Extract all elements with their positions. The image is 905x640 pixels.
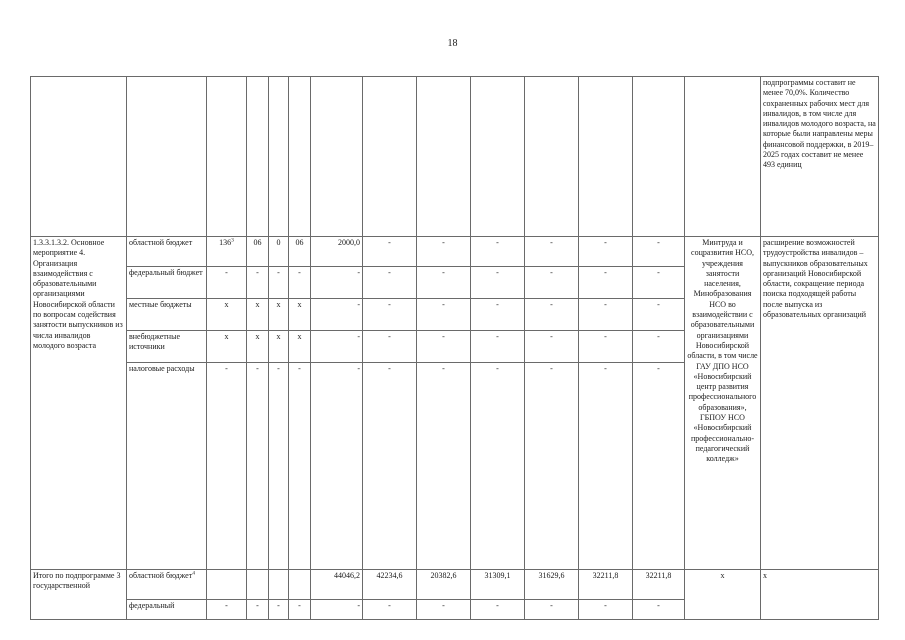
- year-value: -: [311, 363, 363, 570]
- funding-source: внебюджетные источники: [127, 331, 207, 363]
- rz-code: [247, 570, 269, 600]
- vr-code: 06: [289, 237, 311, 267]
- year-value: 20382,6: [417, 570, 471, 600]
- rz-code: -: [247, 600, 269, 620]
- year-value: -: [471, 331, 525, 363]
- footnote-mark: 4: [192, 570, 195, 577]
- year-value: -: [579, 267, 633, 299]
- funding-source: налоговые расходы: [127, 363, 207, 570]
- year-value: -: [633, 299, 685, 331]
- vr-code: [289, 570, 311, 600]
- funding-source: федеральный: [127, 600, 207, 620]
- year-value: 32211,8: [633, 570, 685, 600]
- year-value: -: [579, 299, 633, 331]
- year-value: -: [579, 363, 633, 570]
- continuation-row: [31, 77, 879, 237]
- rz-code: x: [247, 331, 269, 363]
- year-value: -: [311, 267, 363, 299]
- year-value: 44046,2: [311, 570, 363, 600]
- activity-result: расширение возможностей трудоустройства инвалидов – выпускников образовательных организаций Новосибирской области, сокращение периода поиска подходящей работы после выпуска из образовательных организаций: [761, 237, 879, 570]
- grbs-code: x: [207, 299, 247, 331]
- year-value: -: [579, 331, 633, 363]
- year-value: -: [363, 299, 417, 331]
- year-value: -: [417, 299, 471, 331]
- year-value: -: [417, 267, 471, 299]
- pr-code: x: [269, 331, 289, 363]
- year-value: 32211,8: [579, 570, 633, 600]
- rz-code: x: [247, 299, 269, 331]
- funding-source: областной бюджет$^4$: [127, 570, 207, 600]
- total-executor: x: [685, 570, 761, 620]
- year-value: -: [525, 299, 579, 331]
- year-value: -: [633, 600, 685, 620]
- year-value: -: [471, 600, 525, 620]
- year-value: -: [525, 331, 579, 363]
- year-value: -: [633, 267, 685, 299]
- year-value: -: [633, 331, 685, 363]
- year-value: 31309,1: [471, 570, 525, 600]
- year-value: -: [579, 600, 633, 620]
- rz-code: -: [247, 363, 269, 570]
- year-value: -: [471, 363, 525, 570]
- indicator-cell: подпрограммы составит не менее 70,0%. Количество сохраненных рабочих мест для инвалидов, в том числе для инвалидов молодого возраста, на которые были направлены меры финансовой поддержки, в 2019–2025 годах составит не менее 493 единиц: [761, 77, 879, 237]
- rz-code: 06: [247, 237, 269, 267]
- total-name: Итого по подпрограмме 3 государственной: [31, 570, 127, 620]
- funding-source: областной бюджет: [127, 237, 207, 267]
- year-value: -: [633, 237, 685, 267]
- total-result: x: [761, 570, 879, 620]
- year-value: -: [311, 299, 363, 331]
- total-block: [31, 570, 879, 620]
- vr-code: x: [289, 331, 311, 363]
- year-value: -: [363, 331, 417, 363]
- page-number: 18: [447, 38, 458, 49]
- total-funding-row: [31, 570, 879, 600]
- year-value: -: [471, 267, 525, 299]
- activity-name: 1.3.3.1.3.2. Основное мероприятие 4. Организация взаимодействия с образовательными организациями Новосибирской области по вопросам содействия занятости выпускников из числа инвалидов молодого возраста: [31, 237, 127, 570]
- grbs-code: -: [207, 363, 247, 570]
- footnote-mark: 3: [231, 237, 234, 244]
- year-value: -: [363, 267, 417, 299]
- year-value: 2000,0: [311, 237, 363, 267]
- year-value: -: [417, 600, 471, 620]
- year-value: -: [525, 237, 579, 267]
- grbs-code: $136^3$: [207, 237, 247, 267]
- year-value: -: [525, 600, 579, 620]
- vr-code: -: [289, 267, 311, 299]
- year-value: -: [417, 363, 471, 570]
- funding-source: местные бюджеты: [127, 299, 207, 331]
- year-value: -: [311, 331, 363, 363]
- subprogram-activities-table: [30, 76, 879, 620]
- year-value: -: [363, 237, 417, 267]
- pr-code: x: [269, 299, 289, 331]
- pr-code: [269, 570, 289, 600]
- vr-code: x: [289, 299, 311, 331]
- activity-block: [31, 237, 879, 570]
- year-value: -: [417, 331, 471, 363]
- year-value: -: [363, 363, 417, 570]
- year-value: -: [363, 600, 417, 620]
- vr-code: -: [289, 363, 311, 570]
- pr-code: -: [269, 600, 289, 620]
- vr-code: -: [289, 600, 311, 620]
- year-value: 31629,6: [525, 570, 579, 600]
- activity-funding-row: [31, 237, 879, 267]
- year-value: 42234,6: [363, 570, 417, 600]
- activity-executor: Минтруда и соцразвития НСО, учреждения занятости населения, Минобразования НСО во взаимодействии с образовательными организациями Новосибирской области, в том числе ГАУ ДПО НСО «Новосибирский центр развития профессионального образования», ГБПОУ НСО «Новосибирский профессионально-педагогический колледж»: [685, 237, 761, 570]
- rz-code: -: [247, 267, 269, 299]
- pr-code: 0: [269, 237, 289, 267]
- grbs-code: [207, 570, 247, 600]
- year-value: -: [525, 363, 579, 570]
- year-value: -: [471, 237, 525, 267]
- year-value: -: [417, 237, 471, 267]
- year-value: -: [579, 237, 633, 267]
- funding-source: федеральный бюджет: [127, 267, 207, 299]
- year-value: -: [525, 267, 579, 299]
- year-value: -: [633, 363, 685, 570]
- grbs-code: -: [207, 267, 247, 299]
- pr-code: -: [269, 363, 289, 570]
- year-value: -: [471, 299, 525, 331]
- year-value: -: [311, 600, 363, 620]
- grbs-code: x: [207, 331, 247, 363]
- pr-code: -: [269, 267, 289, 299]
- grbs-code: -: [207, 600, 247, 620]
